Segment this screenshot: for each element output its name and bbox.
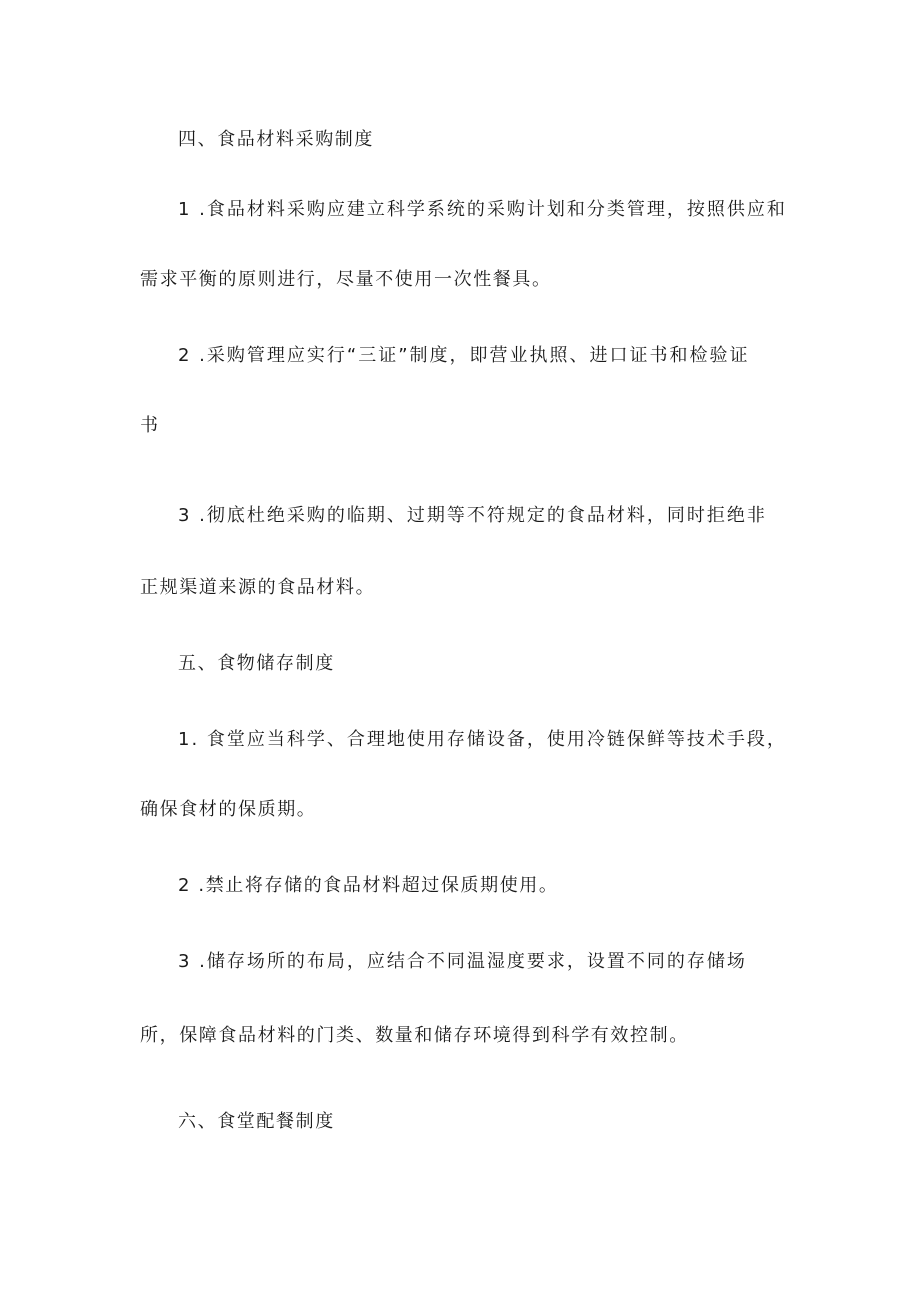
- paragraph-line: 正规渠道来源的食品材料。: [140, 577, 376, 598]
- paragraph-line: 1. 食堂应当科学、合理地使用存储设备，使用冷链保鲜等技术手段，: [178, 729, 787, 750]
- paragraph-line: 书: [140, 415, 160, 436]
- section-heading-procurement: 四、食品材料采购制度: [178, 129, 374, 150]
- paragraph-line: 3 .储存场所的布局，应结合不同温湿度要求，设置不同的存储场: [178, 951, 747, 972]
- paragraph-line: 2 .禁止将存储的食品材料超过保质期使用。: [178, 875, 559, 896]
- section-heading-meal-planning: 六、食堂配餐制度: [178, 1111, 335, 1132]
- section-heading-storage: 五、食物储存制度: [178, 653, 335, 674]
- paragraph-line: 1 .食品材料采购应建立科学系统的采购计划和分类管理，按照供应和: [178, 199, 787, 220]
- paragraph-line: 2 .采购管理应实行“三证”制度，即营业执照、进口证书和检验证: [178, 345, 750, 366]
- paragraph-line: 3 .彻底杜绝采购的临期、过期等不符规定的食品材料，同时拒绝非: [178, 505, 767, 526]
- paragraph-line: 所，保障食品材料的门类、数量和储存环境得到科学有效控制。: [140, 1025, 689, 1046]
- paragraph-line: 确保食材的保质期。: [140, 799, 317, 820]
- paragraph-line: 需求平衡的原则进行，尽量不使用一次性餐具。: [140, 269, 552, 290]
